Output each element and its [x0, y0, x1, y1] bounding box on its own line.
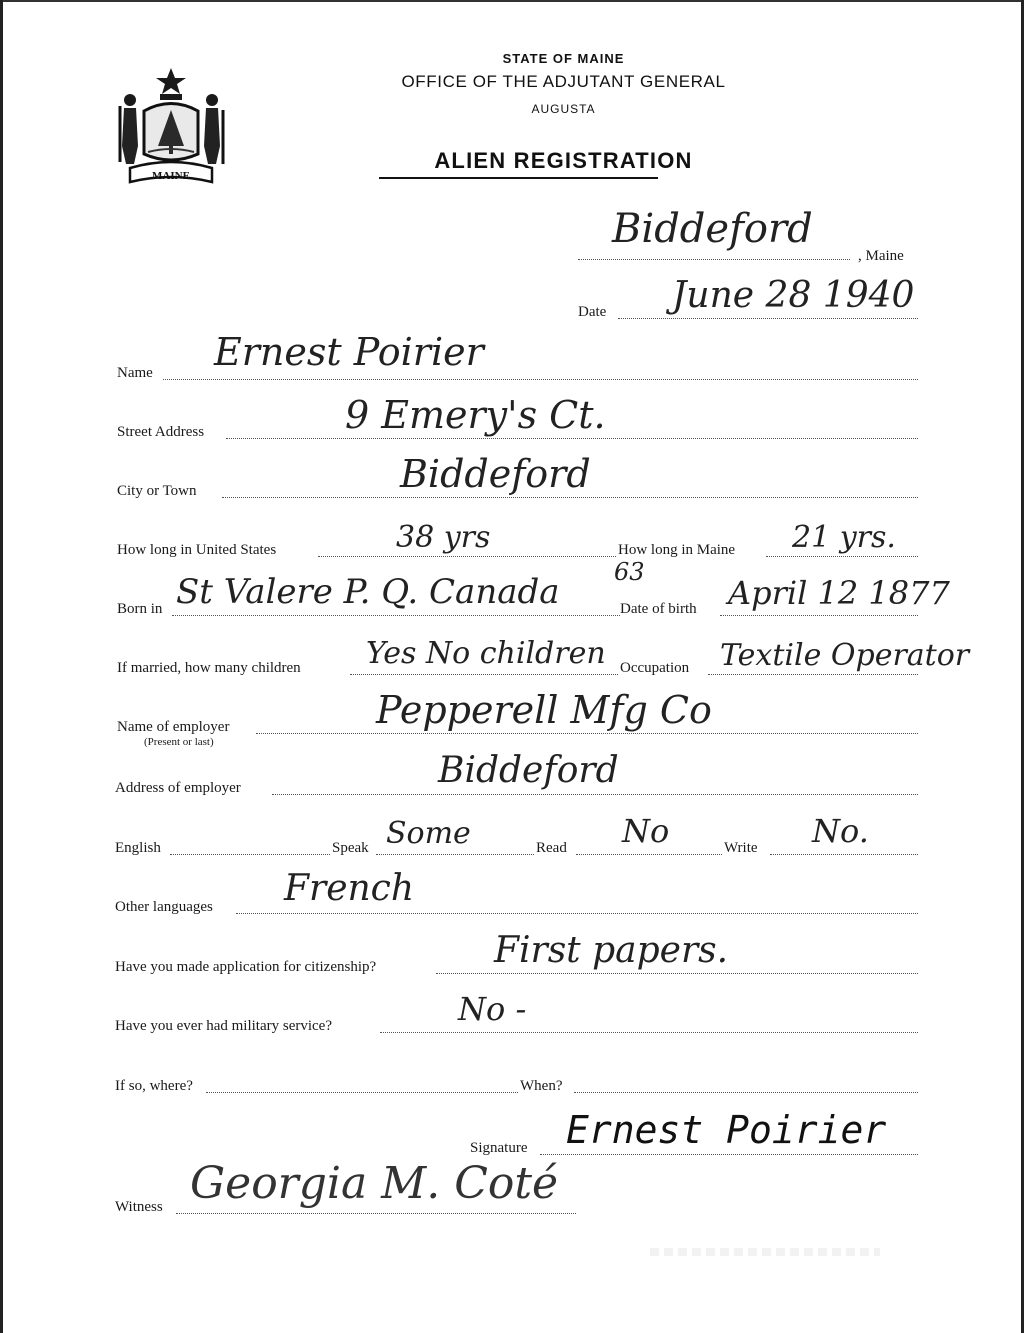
married-children-value: Yes No children	[366, 636, 606, 671]
speak-label: Speak	[332, 840, 369, 856]
employer-name-note: (Present or last)	[144, 736, 214, 748]
military-label: Have you ever had military service?	[115, 1018, 332, 1034]
military-value: No -	[458, 990, 527, 1028]
scan-left-edge	[0, 0, 3, 1333]
read-value: No	[622, 812, 670, 850]
when-line	[574, 1092, 918, 1093]
occupation-label: Occupation	[620, 660, 690, 676]
scan-top-edge	[0, 0, 1024, 2]
maine-state-seal-icon	[116, 66, 226, 188]
header-state: STATE OF MAINE	[502, 51, 625, 66]
maine-label: , Maine	[858, 248, 904, 264]
witness-line	[176, 1213, 576, 1214]
when-label: When?	[520, 1078, 563, 1094]
citizenship-value: First papers.	[494, 930, 729, 971]
how-long-maine-line	[766, 556, 918, 557]
place-value: Biddeford	[612, 206, 813, 252]
how-long-us-value: 38 yrs	[396, 520, 491, 555]
street-address-line	[226, 438, 918, 439]
born-in-value: St Valere P. Q. Canada	[176, 572, 560, 612]
employer-address-line	[272, 794, 918, 795]
date-of-birth-line	[720, 615, 918, 616]
employer-name-label: Name of employer	[117, 719, 230, 735]
place-line	[578, 259, 850, 260]
header-city: AUGUSTA	[531, 102, 596, 116]
military-line	[380, 1032, 918, 1033]
how-long-us-label: How long in United States	[117, 542, 277, 558]
street-address-value: 9 Emery's Ct.	[345, 393, 606, 437]
signature-value: Ernest Poirier	[566, 1108, 887, 1152]
citizenship-label: Have you made application for citizenship?	[115, 959, 377, 975]
name-line	[163, 379, 918, 380]
born-in-label: Born in	[117, 601, 163, 617]
read-line	[576, 854, 722, 855]
date-of-birth-label: Date of birth	[620, 601, 697, 617]
date-line	[618, 318, 918, 319]
form-title: ALIEN REGISTRATION	[434, 148, 693, 173]
age-value: 63	[614, 558, 645, 586]
read-label: Read	[536, 840, 567, 856]
date-label: Date	[578, 304, 607, 320]
other-languages-line	[236, 913, 918, 914]
date-value: June 28 1940	[672, 275, 915, 316]
signature-line	[540, 1154, 918, 1155]
city-line	[222, 497, 918, 498]
speak-line	[376, 854, 534, 855]
occupation-value: Textile Operator	[720, 638, 970, 673]
how-long-us-line	[318, 556, 616, 557]
married-children-label: If married, how many children	[117, 660, 301, 676]
name-label: Name	[117, 365, 153, 381]
citizenship-line	[436, 973, 918, 974]
employer-name-value: Pepperell Mfg Co	[376, 688, 712, 732]
born-in-line	[172, 615, 620, 616]
employer-address-label: Address of employer	[115, 780, 241, 796]
write-line	[770, 854, 918, 855]
if-so-where-line	[206, 1092, 518, 1093]
signature-label: Signature	[470, 1140, 528, 1156]
english-line	[170, 854, 330, 855]
bleed-through-marks	[650, 1248, 880, 1256]
date-of-birth-value: April 12 1877	[728, 574, 950, 612]
how-long-maine-label: How long in Maine	[618, 542, 736, 558]
other-languages-label: Other languages	[115, 899, 213, 915]
city-label: City or Town	[117, 483, 197, 499]
witness-label: Witness	[115, 1199, 163, 1215]
name-value: Ernest Poirier	[214, 330, 484, 374]
write-label: Write	[724, 840, 758, 856]
seal-banner-text: MAINE	[152, 170, 190, 182]
employer-name-line	[256, 733, 918, 734]
header-office: OFFICE OF THE ADJUTANT GENERAL	[401, 72, 726, 91]
witness-value: Georgia M. Coté	[190, 1158, 559, 1209]
if-so-where-label: If so, where?	[115, 1078, 193, 1094]
other-languages-value: French	[284, 868, 415, 909]
occupation-line	[708, 674, 918, 675]
title-underline	[379, 177, 658, 179]
married-children-line	[350, 674, 618, 675]
street-address-label: Street Address	[117, 424, 205, 440]
english-label: English	[115, 840, 161, 856]
write-value: No.	[812, 812, 869, 850]
employer-address-value: Biddeford	[438, 750, 619, 791]
city-value: Biddeford	[400, 452, 591, 496]
speak-value: Some	[386, 816, 471, 851]
how-long-maine-value: 21 yrs.	[792, 520, 896, 555]
